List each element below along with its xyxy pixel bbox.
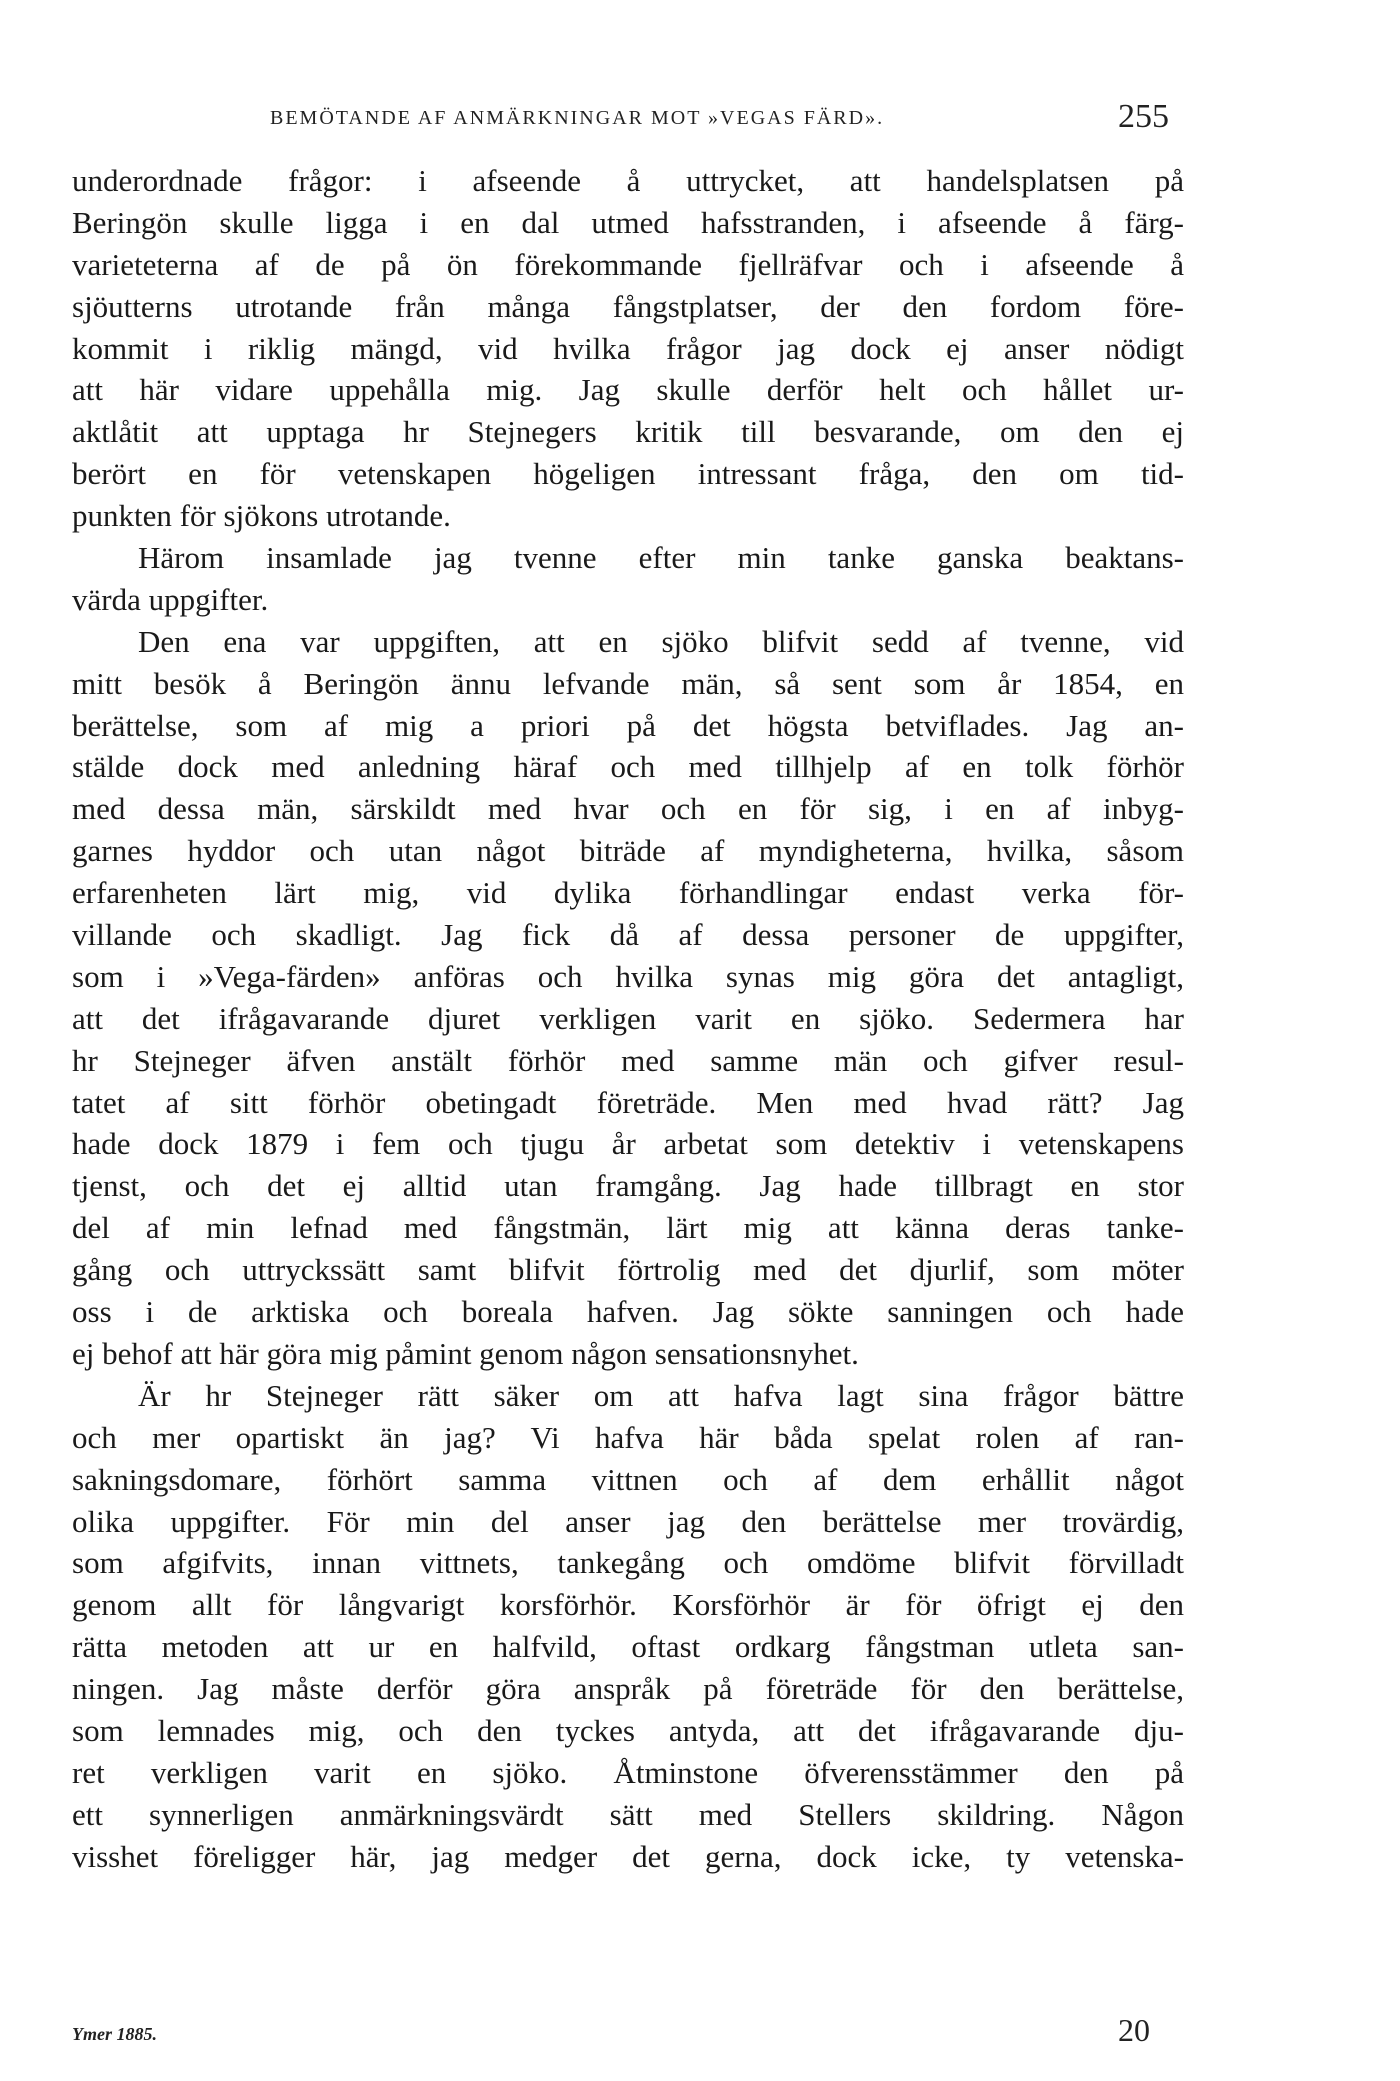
text-line: ret verkligen varit en sjöko. Åtminstone öfverensstämmer den på xyxy=(72,1754,1184,1790)
text-line: punkten för sjökons utrotande. xyxy=(72,498,451,534)
text-line: som lemnades mig, och den tyckes antyda, att det ifrågavarande dju- xyxy=(72,1712,1184,1748)
sheet-number: 20 xyxy=(1118,2012,1150,2048)
text-line: erfarenheten lärt mig, vid dylika förhandlingar endast verka för- xyxy=(72,875,1184,911)
text-line: värda uppgifter. xyxy=(72,581,269,617)
text-line: villande och skadligt. Jag fick då af dessa personer de uppgifter, xyxy=(72,917,1184,953)
text-line: underordnade frågor: i afseende å uttrycket, att handelsplatsen på xyxy=(72,163,1184,198)
text-line: Härom insamlade jag tvenne efter min tanke ganska beaktans- xyxy=(138,540,1184,576)
text-line: som i »Vega-färden» anföras och hvilka synas mig göra det antagligt, xyxy=(72,958,1184,994)
text-line: visshet föreligger här, jag medger det gerna, dock icke, ty vetenska- xyxy=(72,1838,1184,1874)
text-line: stälde dock med anledning häraf och med tillhjelp af en tolk förhör xyxy=(72,749,1184,785)
text-line: del af min lefnad med fångstmän, lärt mig att känna deras tanke- xyxy=(72,1210,1184,1246)
text-line: tatet af sitt förhör obetingadt företräde. Men med hvad rätt? Jag xyxy=(72,1084,1184,1120)
text-line: kommit i riklig mängd, vid hvilka frågor jag dock ej anser nödigt xyxy=(72,330,1184,366)
text-line: varieteterna af de på ön förekommande fjellräfvar och i afseende å xyxy=(72,246,1184,282)
text-line: garnes hyddor och utan något biträde af myndigheterna, hvilka, såsom xyxy=(72,833,1184,869)
text-line: oss i de arktiska och boreala hafven. Jag sökte sanningen och hade xyxy=(72,1294,1184,1330)
text-line: berättelse, som af mig a priori på det högsta betviflades. Jag an- xyxy=(72,707,1184,743)
text-line: och mer opartiskt än jag? Vi hafva här båda spelat rolen af ran- xyxy=(72,1419,1184,1455)
text-line: med dessa män, särskildt med hvar och en för sig, i en af inbyg- xyxy=(72,791,1184,827)
text-line: ningen. Jag måste derför göra anspråk på företräde för den berättelse, xyxy=(72,1671,1184,1707)
text-line: berört en för vetenskapen högeligen intressant fråga, den om tid- xyxy=(72,456,1184,492)
text-line: ej behof att här göra mig påmint genom någon sensationsnyhet. xyxy=(72,1335,859,1371)
text-line: tjenst, och det ej alltid utan framgång. Jag hade tillbragt en stor xyxy=(72,1168,1184,1204)
text-line: mitt besök å Beringön ännu lefvande män, så sent som år 1854, en xyxy=(72,665,1184,701)
body-text xyxy=(72,160,1184,1878)
text-line: hade dock 1879 i fem och tjugu år arbetat som detektiv i vetenskapens xyxy=(72,1126,1184,1162)
text-line: att här vidare uppehålla mig. Jag skulle derför helt och hållet ur- xyxy=(72,372,1184,408)
text-line: att det ifrågavarande djuret verkligen varit en sjöko. Sedermera har xyxy=(72,1000,1184,1036)
text-line: sjöutterns utrotande från många fångstplatser, der den fordom före- xyxy=(72,288,1184,324)
text-line: rätta metoden att ur en halfvild, oftast ordkarg fångstman utleta san- xyxy=(72,1629,1184,1665)
journal-signature: Ymer 1885. xyxy=(72,2024,157,2044)
text-line: genom allt för långvarigt korsförhör. Korsförhör är för öfrigt ej den xyxy=(72,1587,1184,1623)
text-line: Beringön skulle ligga i en dal utmed hafsstranden, i afseende å färg- xyxy=(72,204,1184,240)
text-line: Den ena var uppgiften, att en sjöko blifvit sedd af tvenne, vid xyxy=(138,623,1184,659)
text-line: Är hr Stejneger rätt säker om att hafva lagt sina frågor bättre xyxy=(138,1377,1184,1413)
text-line: hr Stejneger äfven anstält förhör med samme män och gifver resul- xyxy=(72,1042,1184,1078)
text-line: ett synnerligen anmärkningsvärdt sätt med Stellers skildring. Någon xyxy=(72,1796,1184,1832)
text-line: aktlåtit att upptaga hr Stejnegers kritik till besvarande, om den ej xyxy=(72,414,1184,450)
text-line: gång och uttryckssätt samt blifvit förtrolig med det djurlif, som möter xyxy=(72,1252,1184,1288)
text-line: olika uppgifter. För min del anser jag den berättelse mer trovärdig, xyxy=(72,1503,1184,1539)
text-line: sakningsdomare, förhört samma vittnen och af dem erhållit något xyxy=(72,1461,1184,1497)
page-number: 255 xyxy=(1118,98,1169,135)
running-title: BEMÖTANDE AF ANMÄRKNINGAR MOT »VEGAS FÄRD». xyxy=(270,107,885,129)
text-line: som afgifvits, innan vittnets, tankegång och omdöme blifvit förvilladt xyxy=(72,1545,1184,1581)
